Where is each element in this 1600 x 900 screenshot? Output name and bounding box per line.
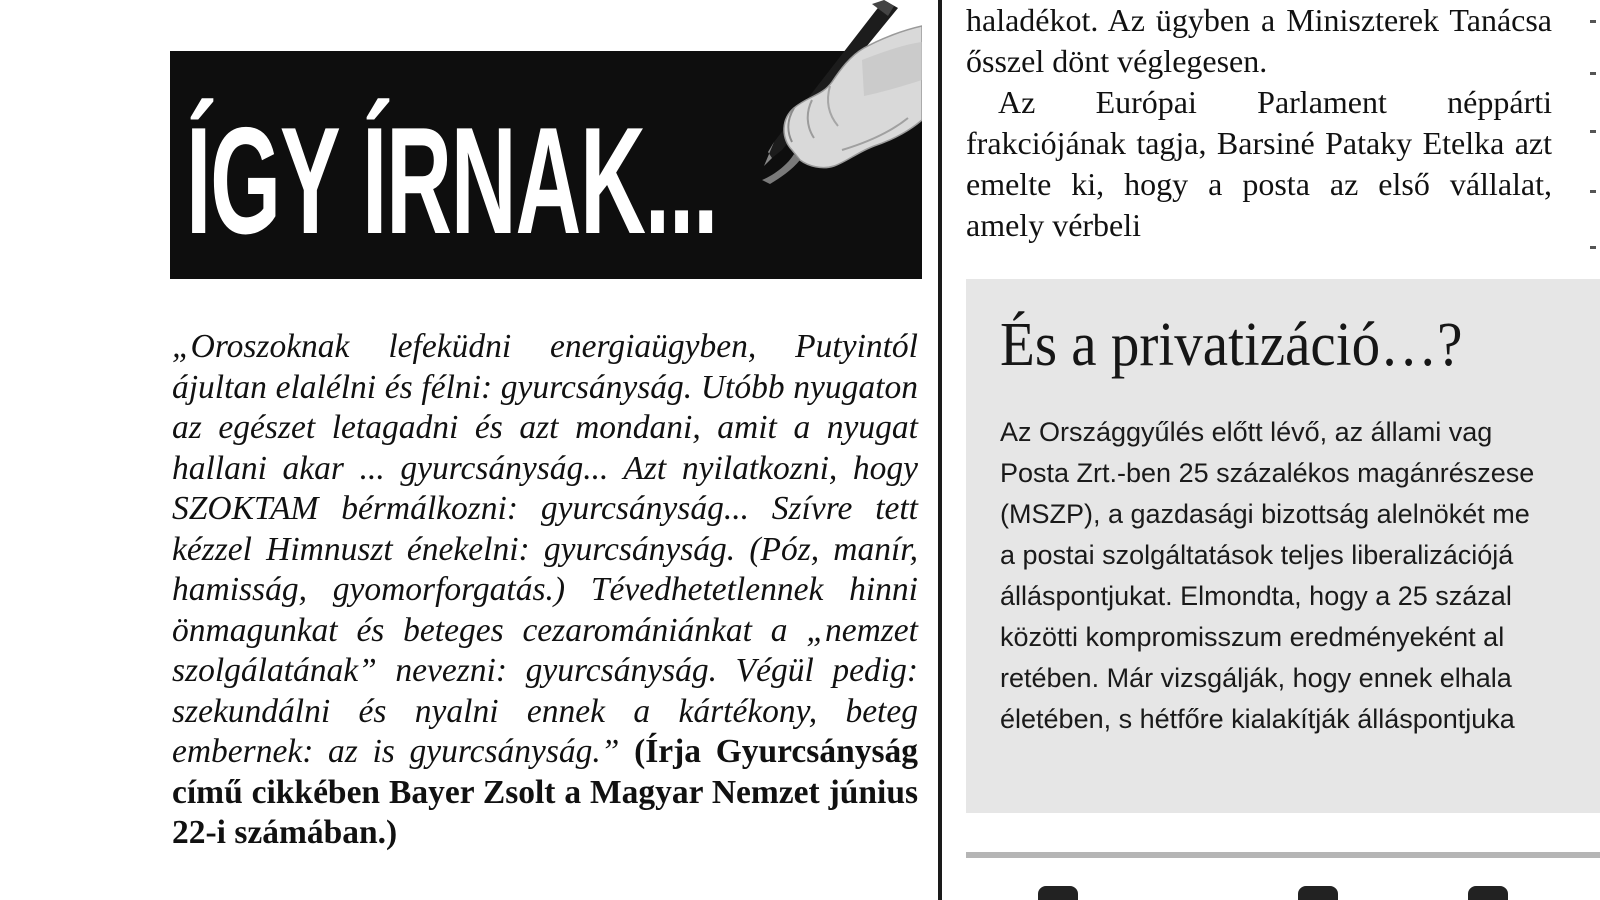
quote-attribution: (Írja Gyurcsányság című cikkében Bayer Zsolt a Magyar Nemzet június 22-i számában.)	[172, 733, 918, 851]
section-rule	[966, 852, 1600, 858]
box-line: (MSZP), a gazdasági bizottság alelnökét me	[1000, 499, 1530, 529]
right-paragraph-1: haladékot. Az ügyben a Miniszterek Tanácsa ősszel dönt véglegesen.	[966, 2, 1552, 79]
box-line: Az Országgyűlés előtt lévő, az állami vag	[1000, 417, 1493, 447]
box-line: a postai szolgáltatások teljes liberalizációjá	[1000, 540, 1514, 570]
right-column-text	[966, 0, 1552, 246]
quote-paragraph	[172, 327, 918, 854]
box-line: retében. Már vizsgálják, hogy ennek elhala	[1000, 663, 1512, 693]
box-line: életében, s hétfőre kialakítják álláspontjuka	[1000, 704, 1515, 734]
hand-writing-with-pen-icon	[722, 0, 922, 212]
quote-text: „Oroszoknak lefeküdni energiaügyben, Putyintól ájultan elalélni és félni: gyurcsányság. Utóbb nyugaton az egészet letagadni és azt mondani, amit a nyugat hallani akar ... gyurcsányság... Azt nyilatkozni, hogy SZOKTAM bérmálkozni: gyurcsányság... Szívre tett kézzel Himnuszt énekelni: gyurcsányság. (Póz, manír, hamisság, gyomorforgatás.) Tévedhetetlennek hinni önmagunkat és beteges cezaromániánkat a „nemzet szolgálatának” nevezni: gyurcsányság. Végül pedig: szekundálni és nyalni ennek a kártékony, beteg embernek: az is gyurcsányság.”	[172, 328, 918, 770]
cropped-text-edge	[1590, 10, 1600, 250]
sidebar-box-title: És a privatizáció…?	[1000, 311, 1463, 379]
column-divider	[938, 0, 942, 900]
right-paragraph-2: Az Európai Parlament néppárti frakciójának tagja, Barsiné Pataky Etelka azt emelte ki, hogy a posta az első vállalat, amely vérbeli	[966, 84, 1552, 243]
box-line: Posta Zrt.-ben 25 százalékos magánrészese	[1000, 458, 1535, 488]
banner-title: ÍGY ÍRNAK...	[186, 96, 718, 266]
sidebar-box-body	[1000, 412, 1600, 740]
cropped-heading-fragment	[998, 880, 1598, 900]
box-line: közötti kompromisszum eredményeként al	[1000, 622, 1505, 652]
box-line: álláspontjukat. Elmondta, hogy a 25 százal	[1000, 581, 1512, 611]
